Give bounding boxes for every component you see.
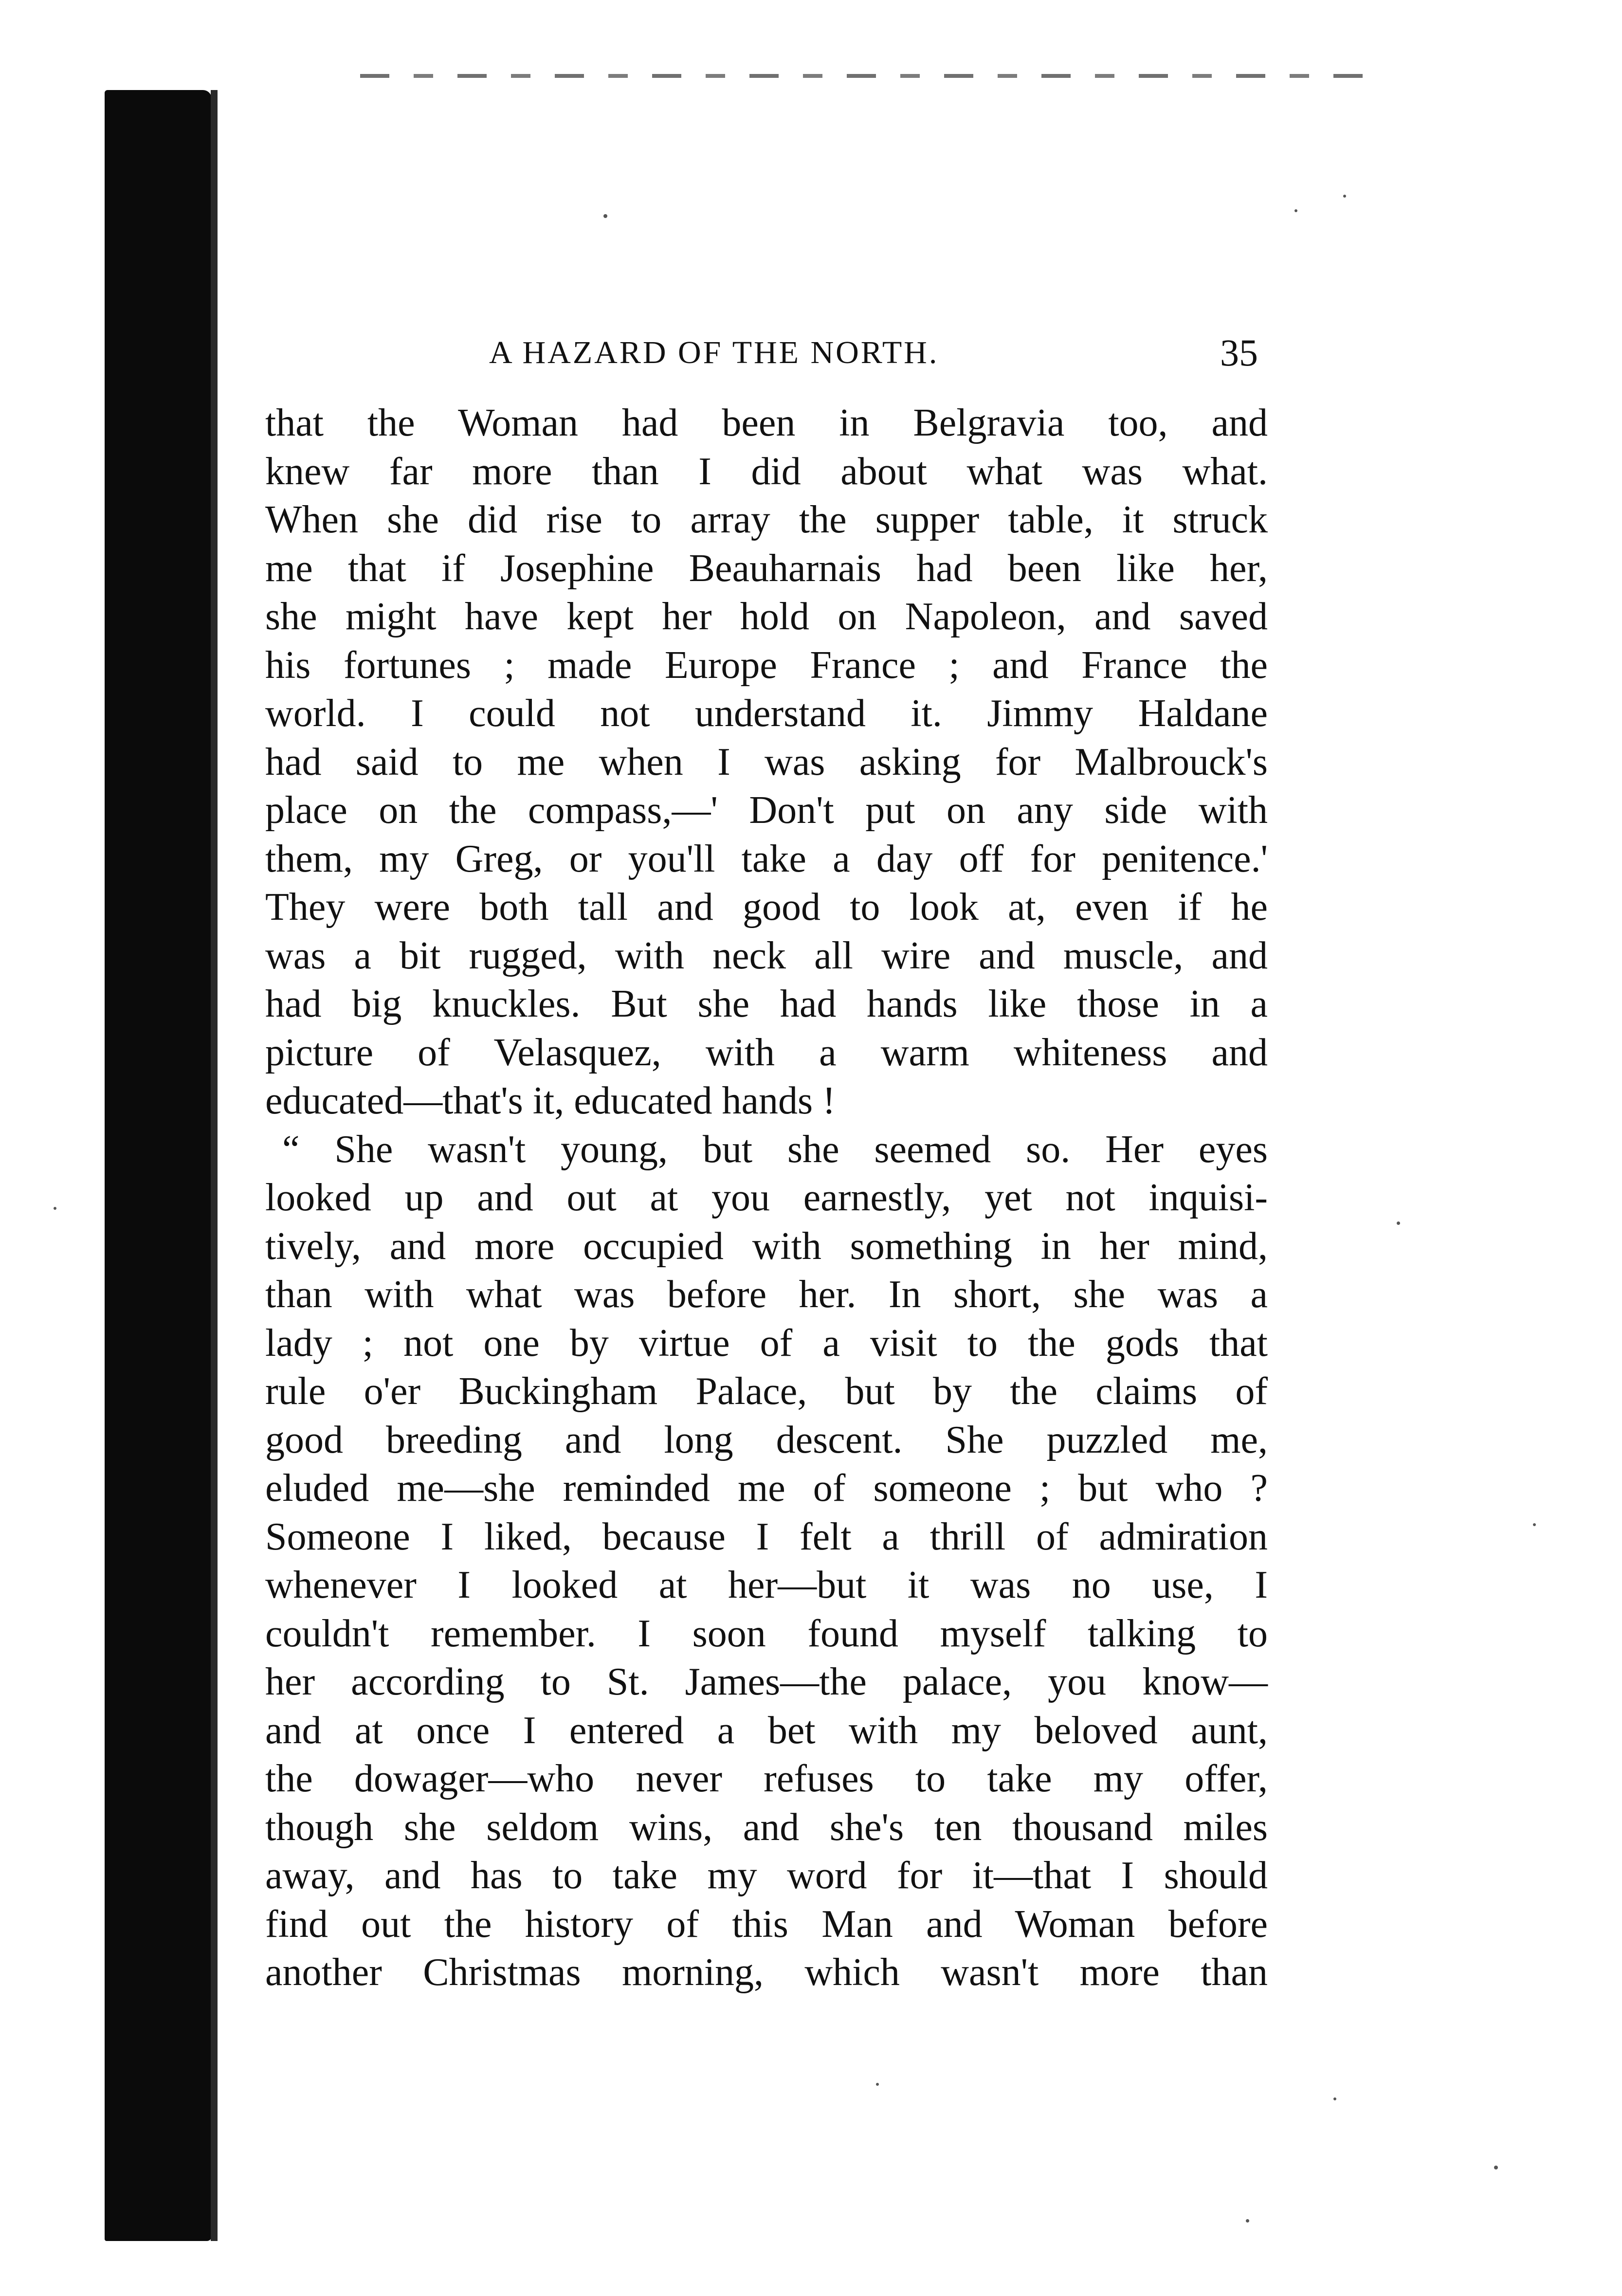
- text-line: his fortunes ; made Europe France ; and France the: [265, 643, 1268, 687]
- text-line: “ She wasn't young, but she seemed so. Her eyes: [282, 1128, 1268, 1171]
- scan-speck: [1294, 209, 1297, 212]
- text-line: she might have kept her hold on Napoleon, and saved: [265, 595, 1268, 638]
- scan-speck: [1343, 195, 1346, 198]
- text-line: her according to St. James—the palace, you know—: [265, 1660, 1268, 1703]
- text-line: picture of Velasquez, with a warm whiteness and: [265, 1031, 1268, 1074]
- text-line: had big knuckles. But she had hands like those in a: [265, 983, 1268, 1025]
- text-line: than with what was before her. In short, she was a: [265, 1273, 1268, 1316]
- text-line: When she did rise to array the supper table, it struck: [265, 498, 1268, 541]
- text-line: eluded me—she reminded me of someone ; but who ?: [265, 1467, 1268, 1510]
- text-line: find out the history of this Man and Woman before: [265, 1902, 1268, 1946]
- text-line: world. I could not understand it. Jimmy Haldane: [265, 692, 1268, 735]
- text-line: tively, and more occupied with something in her mind,: [265, 1224, 1268, 1268]
- scan-speck: [1246, 2219, 1249, 2223]
- text-line: knew far more than I did about what was what.: [265, 450, 1268, 493]
- scan-speck: [54, 1207, 56, 1210]
- text-line: had said to me when I was asking for Malbrouck's: [265, 740, 1268, 784]
- binding-shadow: [105, 90, 212, 2241]
- text-line: couldn't remember. I soon found myself talking to: [265, 1612, 1268, 1655]
- text-line: good breeding and long descent. She puzzled me,: [265, 1418, 1268, 1461]
- text-line: was a bit rugged, with neck all wire and muscle, and: [265, 934, 1268, 977]
- page-header: [489, 331, 1258, 375]
- scan-speck: [876, 2083, 879, 2086]
- text-line: lady ; not one by virtue of a visit to the gods that: [265, 1321, 1268, 1365]
- text-line: rule o'er Buckingham Palace, but by the claims of: [265, 1370, 1268, 1413]
- scan-speck: [1494, 2166, 1498, 2169]
- text-line: another Christmas morning, which wasn't more than: [265, 1951, 1268, 1994]
- body-text: [265, 399, 1268, 1997]
- scan-speck: [1533, 1523, 1536, 1526]
- page-number: 35: [1220, 331, 1258, 374]
- text-line: and at once I entered a bet with my beloved aunt,: [265, 1709, 1268, 1752]
- running-head: A HAZARD OF THE NORTH.: [489, 335, 939, 370]
- scan-speck: [1333, 2097, 1336, 2100]
- text-line: away, and has to take my word for it—that I should: [265, 1854, 1268, 1897]
- text-line: looked up and out at you earnestly, yet not inquisi-: [265, 1176, 1268, 1219]
- text-line: though she seldom wins, and she's ten thousand miles: [265, 1805, 1268, 1849]
- text-line: that the Woman had been in Belgravia too, and: [265, 401, 1268, 444]
- text-line: me that if Josephine Beauharnais had been like her,: [265, 547, 1268, 590]
- text-line: them, my Greg, or you'll take a day off for penitence.': [265, 837, 1268, 880]
- text-line: the dowager—who never refuses to take my offer,: [265, 1757, 1268, 1800]
- scan-speck: [603, 214, 607, 218]
- text-line: They were both tall and good to look at, even if he: [265, 886, 1268, 929]
- text-line: Someone I liked, because I felt a thrill of admiration: [265, 1515, 1268, 1558]
- text-line: whenever I looked at her—but it was no use, I: [265, 1564, 1268, 1606]
- text-line: place on the compass,—' Don't put on any side with: [265, 789, 1268, 832]
- scan-artifact-rule: [360, 74, 1382, 78]
- text-line: educated—that's it, educated hands !: [265, 1079, 836, 1122]
- scan-speck: [1397, 1221, 1400, 1225]
